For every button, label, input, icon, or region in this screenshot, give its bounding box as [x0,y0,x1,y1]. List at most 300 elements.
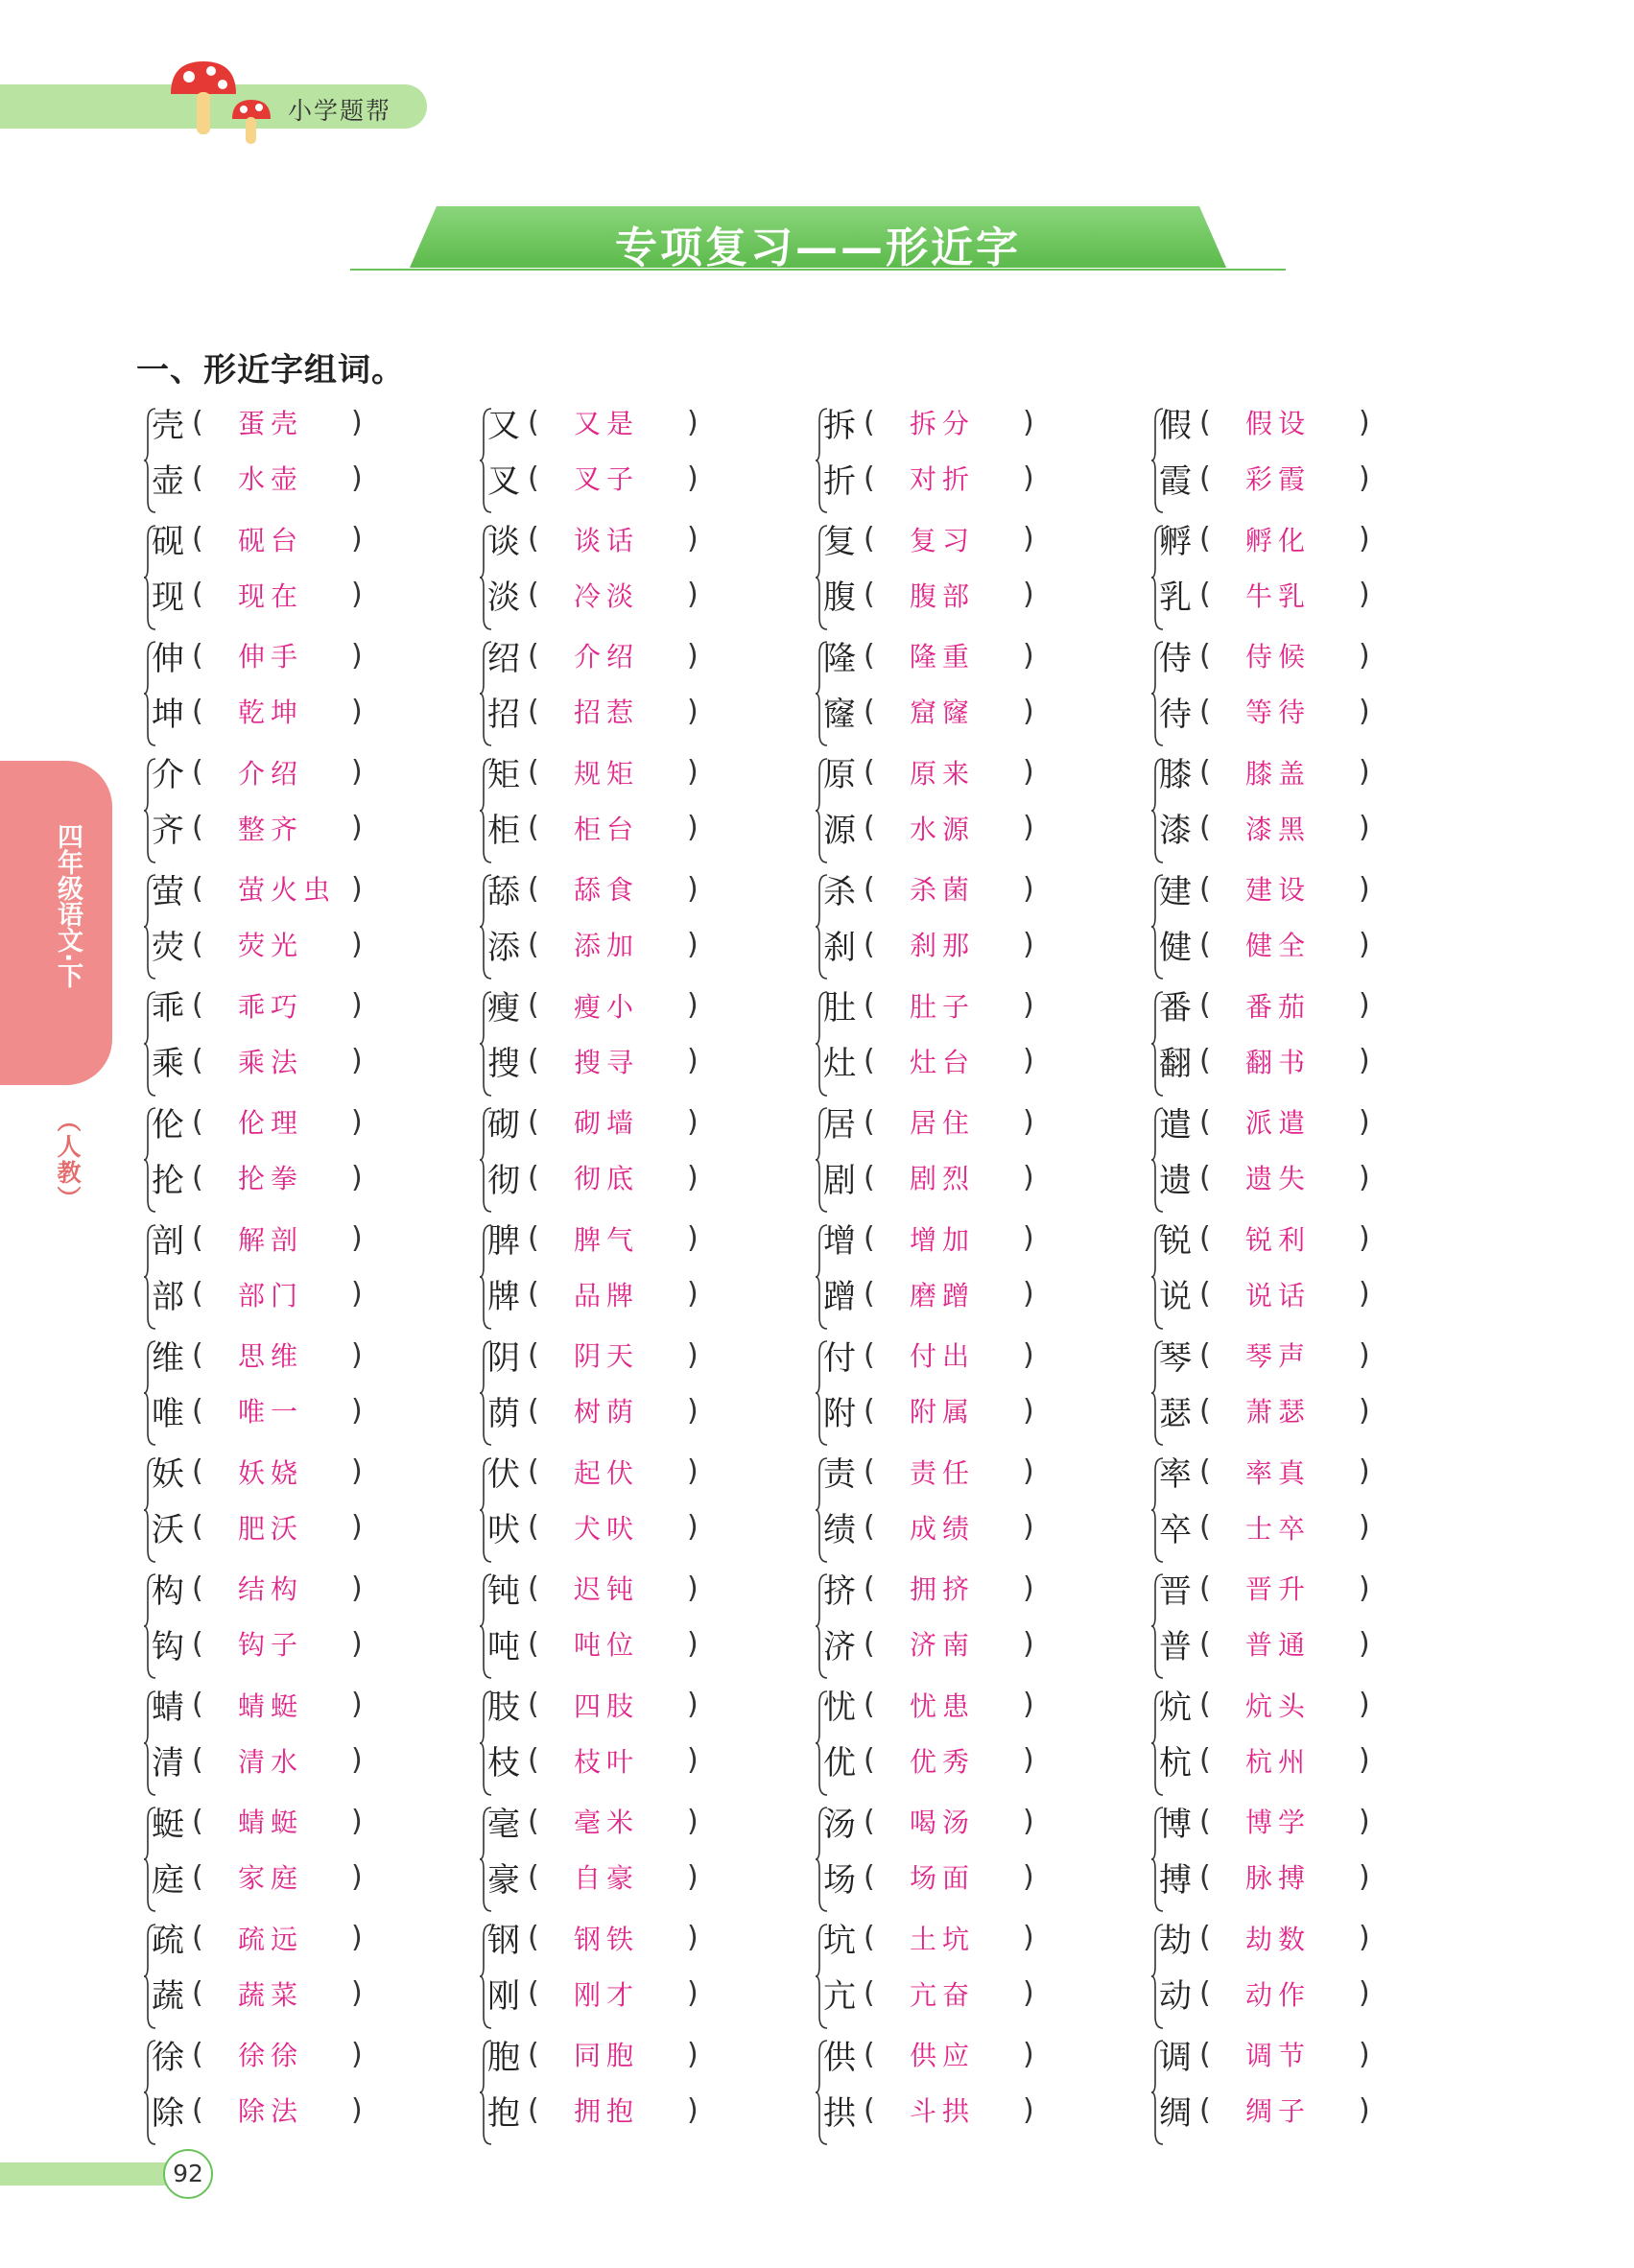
close-paren: ) [1359,1160,1370,1194]
open-paren: ( [528,1804,539,1838]
answer-word: 刚才 [574,1978,640,2011]
word-row [152,576,363,617]
character: 脾 [487,1222,520,1261]
word-row [1159,1919,1370,1960]
character: 普 [1159,1627,1192,1666]
open-paren: ( [1199,2037,1211,2071]
answer-word: 舔食 [574,874,640,906]
word-pair [1151,1686,1458,1803]
open-paren: ( [864,1160,875,1194]
open-paren: ( [192,1571,203,1605]
answer-word: 又是 [574,408,640,439]
word-row [152,1391,363,1433]
answer-word: 派遣 [1245,1107,1312,1139]
close-paren: ) [351,1859,363,1894]
word-pair [816,1919,1123,2036]
word-row [152,692,363,734]
word-row [823,753,1034,794]
close-paren: ) [351,927,363,961]
word-row [152,1275,363,1316]
word-row [152,1624,363,1666]
word-row [152,925,363,967]
close-paren: ) [351,755,363,789]
open-paren: ( [864,2037,875,2071]
answer-word: 唯一 [238,1396,304,1428]
word-row [487,925,699,967]
word-row [487,1102,699,1145]
character: 清 [152,1744,184,1783]
word-row [487,2091,699,2133]
word-pair [1151,520,1458,637]
character: 挤 [823,1571,856,1611]
close-paren: ) [351,1393,363,1428]
character: 率 [1159,1455,1192,1494]
open-paren: ( [192,2092,203,2127]
close-paren: ) [1023,694,1034,728]
character: 剧 [823,1161,856,1200]
open-paren: ( [864,1454,875,1488]
close-paren: ) [687,1859,699,1894]
character: 乖 [152,989,184,1028]
open-paren: ( [192,1976,203,2010]
character: 亢 [823,1977,856,2016]
open-paren: ( [192,461,203,495]
character: 健 [1159,928,1192,967]
character: 疏 [152,1922,184,1960]
answer-word: 妖娆 [238,1456,304,1489]
close-paren: ) [687,1337,699,1372]
character: 介 [152,756,184,794]
close-paren: ) [351,1804,363,1838]
word-row [487,636,699,678]
word-row [152,1741,363,1783]
word-pair [480,869,787,986]
answer-word: 调节 [1245,2040,1312,2071]
close-paren: ) [687,1454,699,1488]
open-paren: ( [528,1160,539,1194]
answer-word: 叉子 [574,463,640,495]
answer-word: 孵化 [1245,524,1312,556]
word-row [487,1974,699,2016]
character: 蹭 [823,1278,856,1316]
character: 钩 [152,1627,184,1666]
word-row [823,2091,1034,2133]
answer-word: 荧光 [238,930,304,961]
character: 沃 [152,1511,184,1549]
character: 萤 [152,872,184,911]
word-row [823,1102,1034,1145]
word-row [487,1741,699,1783]
close-paren: ) [687,755,699,789]
open-paren: ( [192,1337,203,1372]
open-paren: ( [192,755,203,789]
close-paren: ) [1359,2092,1370,2127]
answer-word: 家庭 [238,1862,304,1894]
answer-word: 亢奋 [910,1978,976,2011]
word-pair [480,1335,787,1453]
answer-word: 彩霞 [1245,463,1312,495]
title-banner [350,203,1286,271]
open-paren: ( [528,1688,539,1721]
open-paren: ( [528,1337,539,1372]
word-pair [816,753,1123,870]
answer-word: 肚子 [910,990,976,1023]
close-paren: ) [1023,811,1034,844]
character: 增 [823,1222,856,1261]
character: 吠 [487,1511,520,1549]
word-row [152,986,363,1028]
close-paren: ) [687,1804,699,1838]
open-paren: ( [192,1510,203,1544]
open-paren: ( [192,1160,203,1194]
answer-word: 拥抱 [574,2095,640,2127]
open-paren: ( [528,927,539,961]
word-row [152,1919,363,1960]
word-row [1159,1802,1370,1844]
open-paren: ( [528,1743,539,1777]
close-paren: ) [687,1393,699,1428]
answer-word: 杀菌 [910,874,976,906]
word-pair [144,2035,451,2152]
close-paren: ) [1023,1571,1034,1605]
character: 剖 [152,1222,184,1261]
character: 劫 [1159,1922,1192,1960]
close-paren: ) [1359,1688,1370,1721]
character: 豪 [487,1860,520,1900]
word-row [823,1974,1034,2016]
close-paren: ) [687,578,699,611]
character: 钝 [487,1571,520,1611]
close-paren: ) [1359,2037,1370,2071]
character: 原 [823,756,856,794]
character: 砌 [487,1105,520,1145]
word-row [152,1974,363,2016]
word-pair [144,1335,451,1453]
word-pair [816,1569,1123,1686]
character: 绍 [487,639,520,678]
close-paren: ) [1023,638,1034,673]
answer-word: 整齐 [238,813,304,845]
open-paren: ( [192,1393,203,1428]
word-pair [144,1919,451,2036]
open-paren: ( [1199,1743,1211,1777]
word-row [823,1042,1034,1083]
word-row [487,1453,699,1494]
close-paren: ) [351,2037,363,2071]
character: 膝 [1159,756,1192,794]
close-paren: ) [1359,638,1370,673]
open-paren: ( [1199,755,1211,789]
word-pair [144,1219,451,1336]
word-row [1159,636,1370,678]
close-paren: ) [351,1160,363,1194]
character: 蜓 [152,1805,184,1844]
word-pair [144,636,451,753]
open-paren: ( [1199,2092,1211,2127]
character: 蜻 [152,1689,184,1727]
word-row [152,753,363,794]
open-paren: ( [864,578,875,611]
word-pair [480,1919,787,2036]
close-paren: ) [351,1510,363,1544]
answer-word: 犬吠 [574,1512,640,1545]
word-pair [816,1453,1123,1570]
close-paren: ) [1359,1337,1370,1372]
open-paren: ( [1199,522,1211,555]
open-paren: ( [528,1510,539,1544]
open-paren: ( [192,811,203,844]
open-paren: ( [1199,1626,1211,1661]
answer-word: 钩子 [238,1629,304,1661]
close-paren: ) [1023,522,1034,555]
open-paren: ( [864,1976,875,2010]
character: 琴 [1159,1338,1192,1378]
word-row [823,809,1034,850]
word-pair [480,1569,787,1686]
answer-word: 济南 [910,1629,976,1661]
close-paren: ) [351,1104,363,1139]
character: 添 [487,928,520,967]
open-paren: ( [864,522,875,555]
word-row [152,2091,363,2133]
word-row [1159,1569,1370,1611]
word-row [487,1857,699,1900]
open-paren: ( [864,1221,875,1255]
word-row [1159,1219,1370,1261]
character: 坑 [823,1922,856,1960]
open-paren: ( [192,927,203,961]
open-paren: ( [528,1626,539,1661]
close-paren: ) [1023,927,1034,961]
character: 炕 [1159,1689,1192,1727]
character: 坤 [152,695,184,734]
open-paren: ( [192,871,203,906]
close-paren: ) [1359,694,1370,728]
answer-word: 现在 [238,579,304,612]
word-pair [480,520,787,637]
close-paren: ) [687,811,699,844]
character: 瘦 [487,989,520,1028]
answer-word: 锐利 [1245,1223,1312,1256]
answer-word: 蔬菜 [238,1978,304,2011]
answer-word: 部门 [238,1279,304,1311]
answer-word: 伸手 [238,641,304,673]
open-paren: ( [192,1104,203,1139]
answer-word: 博学 [1245,1807,1312,1838]
close-paren: ) [687,522,699,555]
close-paren: ) [687,1976,699,2010]
open-paren: ( [1199,1337,1211,1372]
word-row [823,869,1034,911]
open-paren: ( [864,871,875,906]
word-row [487,1158,699,1200]
word-pair [1151,1102,1458,1219]
character: 谈 [487,523,520,561]
word-pair [1151,403,1458,520]
answer-word: 土坑 [910,1923,976,1955]
open-paren: ( [192,1454,203,1488]
word-row [823,1508,1034,1547]
word-row [1159,2091,1370,2133]
character: 孵 [1159,523,1192,561]
character: 钢 [487,1922,520,1960]
close-paren: ) [1359,1454,1370,1488]
close-paren: ) [687,927,699,961]
answer-word: 阴天 [574,1340,640,1372]
close-paren: ) [351,1921,363,1954]
open-paren: ( [1199,1688,1211,1721]
word-pair [480,1102,787,1219]
word-row [823,1686,1034,1727]
open-paren: ( [528,988,539,1022]
close-paren: ) [687,2037,699,2071]
character: 阴 [487,1338,520,1378]
close-paren: ) [687,1104,699,1139]
answer-word: 除法 [238,2095,304,2127]
word-pair [144,403,451,520]
answer-word: 附属 [910,1396,976,1428]
character: 搏 [1159,1860,1192,1900]
answer-word: 假设 [1245,408,1312,439]
word-row [823,986,1034,1028]
close-paren: ) [1359,1804,1370,1838]
close-paren: ) [1359,1277,1370,1311]
close-paren: ) [687,1688,699,1721]
character: 柜 [487,812,520,850]
close-paren: ) [351,1571,363,1605]
word-row [823,1275,1034,1316]
character: 杭 [1159,1744,1192,1783]
character: 调 [1159,2038,1192,2077]
close-paren: ) [351,461,363,495]
word-row [152,1335,363,1378]
word-pair [816,986,1123,1103]
word-row [1159,1158,1370,1200]
open-paren: ( [192,694,203,728]
answer-word: 砚台 [238,524,304,556]
word-row [487,986,699,1028]
open-paren: ( [864,988,875,1022]
word-row [1159,1335,1370,1378]
character: 复 [823,523,856,561]
open-paren: ( [1199,1393,1211,1428]
open-paren: ( [192,522,203,555]
character: 绩 [823,1511,856,1549]
open-paren: ( [528,1454,539,1488]
character: 矩 [487,756,520,794]
character: 部 [152,1278,184,1316]
word-row [487,1335,699,1378]
word-row [152,1219,363,1261]
character: 肢 [487,1689,520,1727]
word-row [487,1686,699,1727]
close-paren: ) [351,1626,363,1661]
word-row [152,1158,363,1200]
open-paren: ( [864,1743,875,1777]
word-row [152,869,363,911]
word-pair [480,753,787,870]
word-pair [1151,1453,1458,1570]
word-pair [144,986,451,1103]
answer-word: 劫数 [1245,1923,1312,1955]
close-paren: ) [1359,811,1370,844]
answer-word: 刹那 [910,930,976,961]
character: 蔬 [152,1977,184,2016]
answer-word: 漆黑 [1245,813,1312,845]
close-paren: ) [351,1277,363,1311]
open-paren: ( [192,1626,203,1661]
word-row [1159,1741,1370,1783]
answer-word: 瘦小 [574,990,640,1023]
close-paren: ) [1359,1221,1370,1255]
close-paren: ) [1359,1393,1370,1428]
open-paren: ( [864,2092,875,2127]
open-paren: ( [192,405,203,439]
open-paren: ( [1199,1044,1211,1077]
word-row [152,809,363,850]
close-paren: ) [1023,871,1034,906]
character: 叉 [487,461,520,501]
answer-word: 起伏 [574,1456,640,1489]
answer-word: 成绩 [910,1512,976,1545]
open-paren: ( [528,1104,539,1139]
open-paren: ( [864,1571,875,1605]
word-pair [816,1102,1123,1219]
word-row [1159,1857,1370,1900]
open-paren: ( [528,811,539,844]
open-paren: ( [192,1277,203,1311]
answer-word: 萧瑟 [1245,1396,1312,1428]
close-paren: ) [687,694,699,728]
close-paren: ) [1023,405,1034,439]
word-pair [1151,1219,1458,1336]
character: 场 [823,1860,856,1900]
character: 现 [152,579,184,617]
word-row [1159,459,1370,501]
open-paren: ( [528,1921,539,1954]
open-paren: ( [1199,1221,1211,1255]
word-row [487,1042,699,1083]
answer-word: 绸子 [1245,2095,1312,2127]
answer-word: 彻底 [574,1163,640,1194]
word-row [1159,692,1370,734]
word-row [823,1802,1034,1844]
word-pair [1151,1335,1458,1453]
close-paren: ) [1359,1626,1370,1661]
answer-word: 侍候 [1245,641,1312,673]
close-paren: ) [1023,461,1034,495]
open-paren: ( [528,2092,539,2127]
character: 砚 [152,523,184,561]
word-pair [480,1686,787,1803]
word-pair [144,1453,451,1570]
word-row [152,2035,363,2077]
word-row [823,1453,1034,1494]
answer-word: 灶台 [910,1046,976,1078]
answer-word: 介绍 [238,757,304,790]
answer-word: 隆重 [910,641,976,673]
word-pair [144,1102,451,1219]
word-pair [1151,1802,1458,1919]
word-row [1159,1391,1370,1433]
answer-word: 毫米 [574,1807,640,1838]
character: 抱 [487,2093,520,2133]
answer-word: 脉搏 [1245,1862,1312,1894]
answer-word: 炕头 [1245,1689,1312,1722]
character: 淡 [487,579,520,617]
open-paren: ( [1199,1160,1211,1194]
open-paren: ( [1199,1277,1211,1311]
